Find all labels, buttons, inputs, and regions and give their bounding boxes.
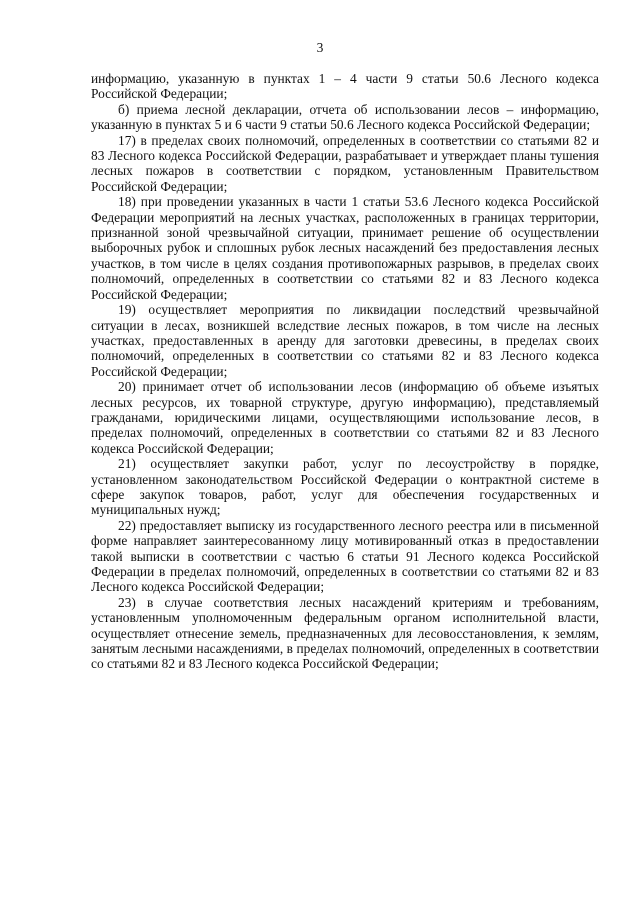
paragraph-item-21: 21) осуществляет закупки работ, услуг по лесоустройству в порядке, установленном законодательством Российской Федерации о контрактной системе в сфере закупок товаров, работ, услуг для обеспечения государственных и муниципальных нужд;: [91, 456, 599, 518]
document-body: [91, 71, 599, 672]
paragraph-item-22: 22) предоставляет выписку из государственного лесного реестра или в письменной форме направляет заинтересованному лицу мотивированный отказ в предоставлении такой выписки в соответствии с частью 6 статьи 91 Лесного кодекса Российской Федерации в пределах полномочий, определенных в соответствии со статьями 82 и 83 Лесного кодекса Российской Федерации;: [91, 517, 599, 595]
paragraph-item-23: 23) в случае соответствия лесных насаждений критериям и требованиям, установленным уполномоченным федеральным органом исполнительной власти, осуществляет отнесение земель, предназначенных для лесовосстановления, к землям, занятым лесными насаждениями, в пределах полномочий, определенных в соответствии со статьями 82 и 83 Лесного кодекса Российской Федерации;: [91, 594, 599, 672]
paragraph-item-17: 17) в пределах своих полномочий, определенных в соответствии со статьями 82 и 83 Лесного кодекса Российской Федерации, разрабатывает и утверждает планы тушения лесных пожаров в соответствии с порядком, установленным Правительством Российской Федерации;: [91, 132, 599, 194]
paragraph-continuation: информацию, указанную в пунктах 1 – 4 части 9 статьи 50.6 Лесного кодекса Российской Федерации;: [91, 71, 599, 102]
page-number: 3: [316, 40, 324, 55]
paragraph-item-18: 18) при проведении указанных в части 1 статьи 53.6 Лесного кодекса Российской Федерации мероприятий на лесных участках, расположенных в границах территории, признанной зоной чрезвычайной ситуации, принимает решение об осуществлении выборочных рубок и сплошных рубок лесных насаждений без предоставления лесных участков, в том числе в целях создания противопожарных разрывов, в пределах своих полномочий, определенных в соответствии со статьями 82 и 83 Лесного кодекса Российской Федерации;: [91, 194, 599, 302]
paragraph-item-19: 19) осуществляет мероприятия по ликвидации последствий чрезвычайной ситуации в лесах, возникшей вследствие лесных пожаров, в том числе на лесных участках, предоставленных в аренду для заготовки древесины, в пределах своих полномочий, определенных в соответствии со статьями 82 и 83 Лесного кодекса Российской Федерации;: [91, 302, 599, 379]
paragraph-item-b: б) приема лесной декларации, отчета об использовании лесов – информацию, указанную в пунктах 5 и 6 части 9 статьи 50.6 Лесного кодекса Российской Федерации;: [91, 101, 599, 133]
paragraph-item-20: 20) принимает отчет об использовании лесов (информацию об объеме изъятых лесных ресурсов, их товарной структуре, другую информацию), представляемый гражданами, юридическими лицами, осуществляющими использование лесов, в пределах полномочий, определенных в соответствии со статьями 82 и 83 Лесного кодекса Российской Федерации;: [91, 379, 599, 456]
